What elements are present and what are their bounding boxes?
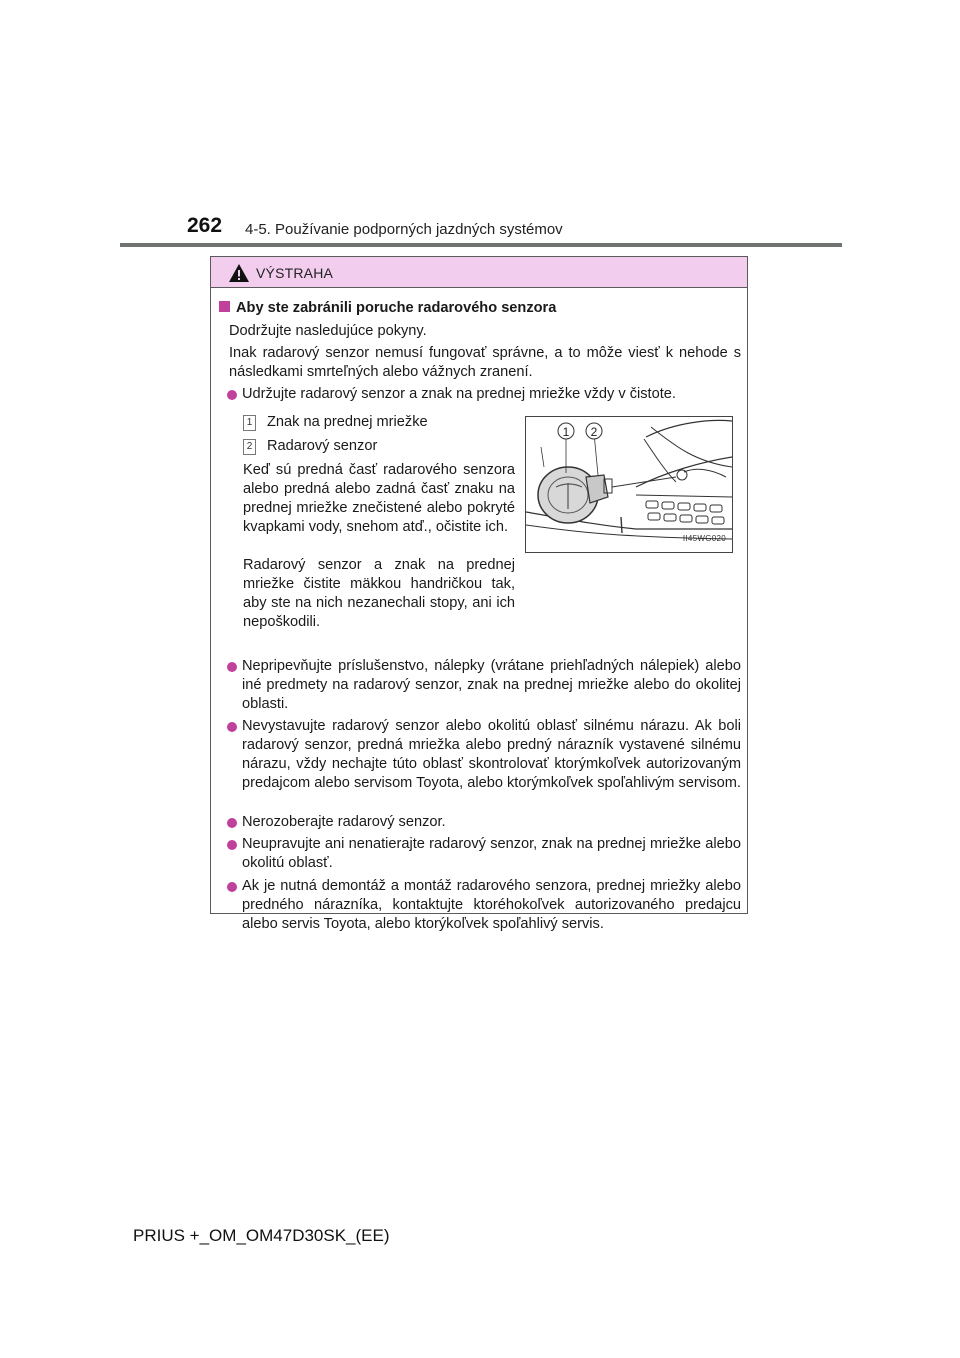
warning-heading <box>219 299 556 318</box>
header-divider <box>120 243 842 247</box>
warning-triangle-icon <box>228 263 250 283</box>
bullet-item <box>227 877 741 934</box>
bullet-dot-icon <box>227 818 237 828</box>
bullet-item <box>227 657 741 714</box>
bullet-text: Ak je nutná demontáž a montáž radarového senzora, prednej mriežky alebo predného nárazníka, kontaktujte ktoréhokoľvek autorizovaného predajcu alebo servis Toyota, alebo ktorýkoľvek spoľahlivý servis. <box>242 878 741 932</box>
sub-paragraph-1: Keď sú predná časť radarového senzora alebo predná alebo zadná časť znaku na prednej mriežke znečistené alebo pokryté kvapkami vody, snehom atď., očistite ich. <box>243 462 515 535</box>
bullet-text: Udržujte radarový senzor a znak na prednej mriežke vždy v čistote. <box>242 386 676 402</box>
bullet-text: Nevystavujte radarový senzor alebo okolitú oblasť silnému nárazu. Ak boli radarový senzor, predná mriežka alebo predný nárazník vystavené silnému nárazu, vždy nechajte túto oblasť skontrolovať ktorýmkoľvek autorizovaným predajcom alebo servisom Toyota, alebo ktorýmkoľvek spoľahlivým servisom. <box>242 718 741 791</box>
figure-code: II45WG020 <box>682 534 726 543</box>
page-header <box>0 0 960 250</box>
figure-callout-2: 2 <box>590 425 598 439</box>
warning-title: VÝSTRAHA <box>256 265 334 281</box>
bullet-item <box>227 835 741 873</box>
bullet-dot-icon <box>227 840 237 850</box>
bullet-text: Nerozoberajte radarový senzor. <box>242 814 446 830</box>
warning-box <box>210 256 748 932</box>
radar-sensor-figure <box>525 416 733 553</box>
bullet-text: Neupravujte ani nenatierajte radarový senzor, znak na prednej mriežke alebo okolitú oblasť. <box>242 836 741 871</box>
bullet-item <box>227 385 741 404</box>
section-title: 4-5. Používanie podporných jazdných systémov <box>245 221 563 238</box>
bullet-dot-icon <box>227 882 237 892</box>
callout-number-1: 1 <box>243 415 256 431</box>
figure-callout-1: 1 <box>562 425 570 439</box>
bullet-text: Nepripevňujte príslušenstvo, nálepky (vrátane priehľadných nálepiek) alebo iné predmety na radarový senzor, znak na prednej mriežke alebo do okolitej oblasti. <box>242 658 741 712</box>
page-number: 262 <box>187 214 223 237</box>
callout-number-2: 2 <box>243 439 256 455</box>
bullet-dot-icon <box>227 722 237 732</box>
bullet-dot-icon <box>227 662 237 672</box>
bullet-item <box>227 813 741 832</box>
intro-paragraph-1: Dodržujte nasledujúce pokyny. <box>229 323 427 339</box>
square-bullet-icon <box>219 301 230 312</box>
warning-heading-text: Aby ste zabránili poruche radarového senzora <box>236 300 557 316</box>
bullet-dot-icon <box>227 390 237 400</box>
bullet-item <box>227 717 741 793</box>
sub-paragraph-2: Radarový senzor a znak na prednej mriežke čistite mäkkou handričkou tak, aby ste na nich nezanechali stopy, ani ich nepoškodili. <box>243 557 515 630</box>
warning-header <box>211 257 747 288</box>
document-id: PRIUS +_OM_OM47D30SK_(EE) <box>133 1226 390 1245</box>
numbered-item-text: Znak na prednej mriežke <box>267 414 428 430</box>
numbered-item-text: Radarový senzor <box>267 438 378 454</box>
intro-paragraph-2: Inak radarový senzor nemusí fungovať správne, a to môže viesť k nehode s následkami smrteľných alebo vážnych zranení. <box>229 345 741 380</box>
